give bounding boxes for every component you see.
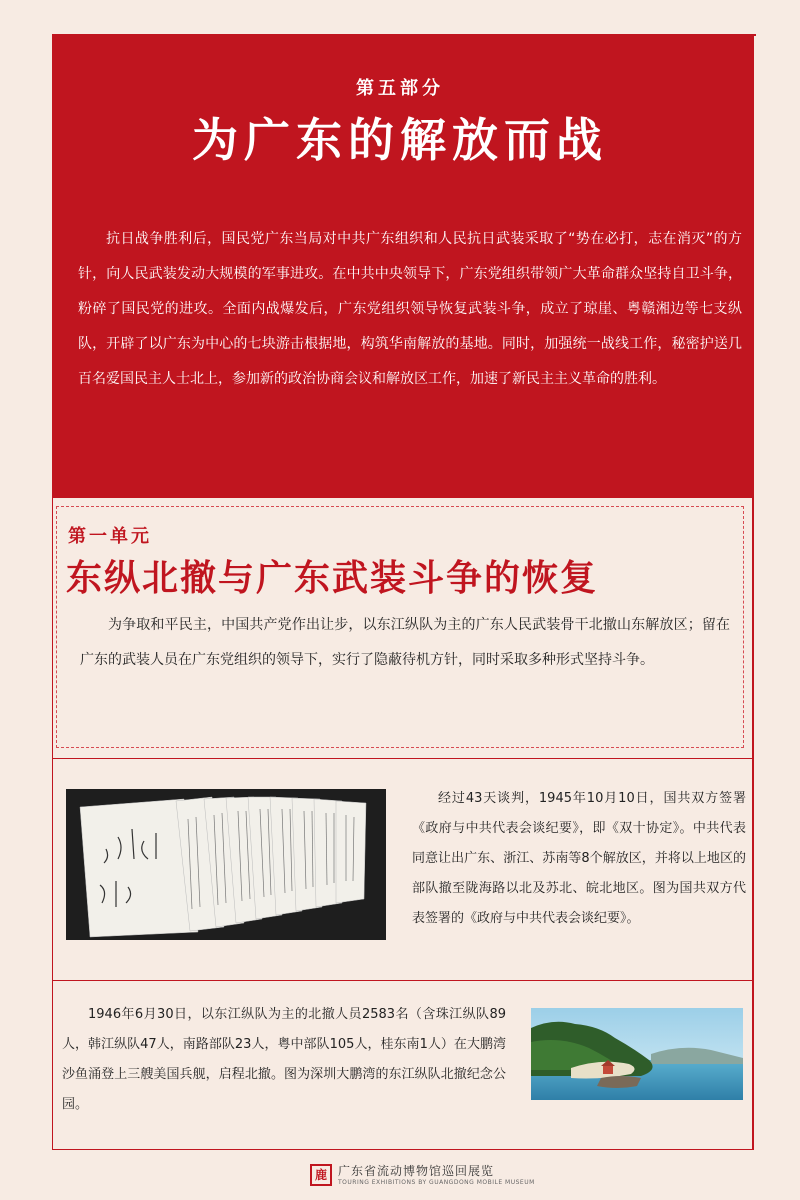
museum-logo-icon: 鹿	[310, 1164, 332, 1186]
footer	[300, 1162, 560, 1192]
part-title: 为广东的解放而战	[192, 113, 608, 167]
memorial-park-photo	[531, 1008, 743, 1100]
frame-left-line	[52, 498, 53, 1150]
frame-bottom-line	[52, 1149, 754, 1150]
frame-right-line	[752, 34, 754, 1150]
agreement-document-image	[66, 789, 386, 940]
intro-paragraph: 抗日战争胜利后，国民党广东当局对中共广东组织和人民抗日武装采取了“势在必打，志在消灭”的方针，向人民武装发动大规模的军事进攻。在中共中央领导下，广东党组织带领广大革命群众坚持自卫斗争，粉碎了国民党的进攻。全面内战爆发后，广东党组织领导恢复武装斗争，成立了琼崖、粤赣湘边等七支纵队，开辟了以广东为中心的七块游击根据地，构筑华南解放的基地。同时，加强统一战线工作，秘密护送几百名爱国民主人士北上，参加新的政治协商会议和解放区工作，加速了新民主主义革命的胜利。	[78, 231, 742, 387]
unit-label: 第一单元	[68, 526, 152, 547]
unit-title: 东纵北撤与广东武装斗争的恢复	[66, 557, 599, 599]
memorial-park-image	[531, 1008, 743, 1100]
withdrawal-caption: 1946年6月30日，以东江纵队为主的北撤人员2583名（含珠江纵队89人，韩江纵队47人，南路部队23人，粤中部队105人，桂东南1人）在大鹏湾沙鱼涌登上三艘美国兵舰，启程北撤。图为深圳大鹏湾的东江纵队北撤纪念公园。	[62, 1007, 506, 1112]
section-divider	[52, 980, 752, 981]
section-divider	[52, 758, 752, 759]
agreement-caption: 经过43天谈判，1945年10月10日，国共双方签署《政府与中共代表会谈纪要》，即《双十协定》。中共代表同意让出广东、浙江、苏南等8个解放区，并将以上地区的部队撤至陇海路以北及苏北、皖北地区。图为国共双方代表签署的《政府与中共代表会谈纪要》。	[412, 791, 746, 926]
unit-paragraph: 为争取和平民主，中国共产党作出让步，以东江纵队为主的广东人民武装骨干北撤山东解放区；留在广东的武装人员在广东党组织的领导下，实行了隐蔽待机方针，同时采取多种形式坚持斗争。	[80, 617, 730, 668]
agreement-document-photo	[66, 789, 386, 940]
part-label: 第五部分	[356, 78, 444, 99]
footer-subtitle: TOURING EXHIBITIONS BY GUANGDONG MOBILE MUSEUM	[338, 1179, 535, 1186]
footer-title: 广东省流动博物馆巡回展览	[338, 1164, 495, 1178]
